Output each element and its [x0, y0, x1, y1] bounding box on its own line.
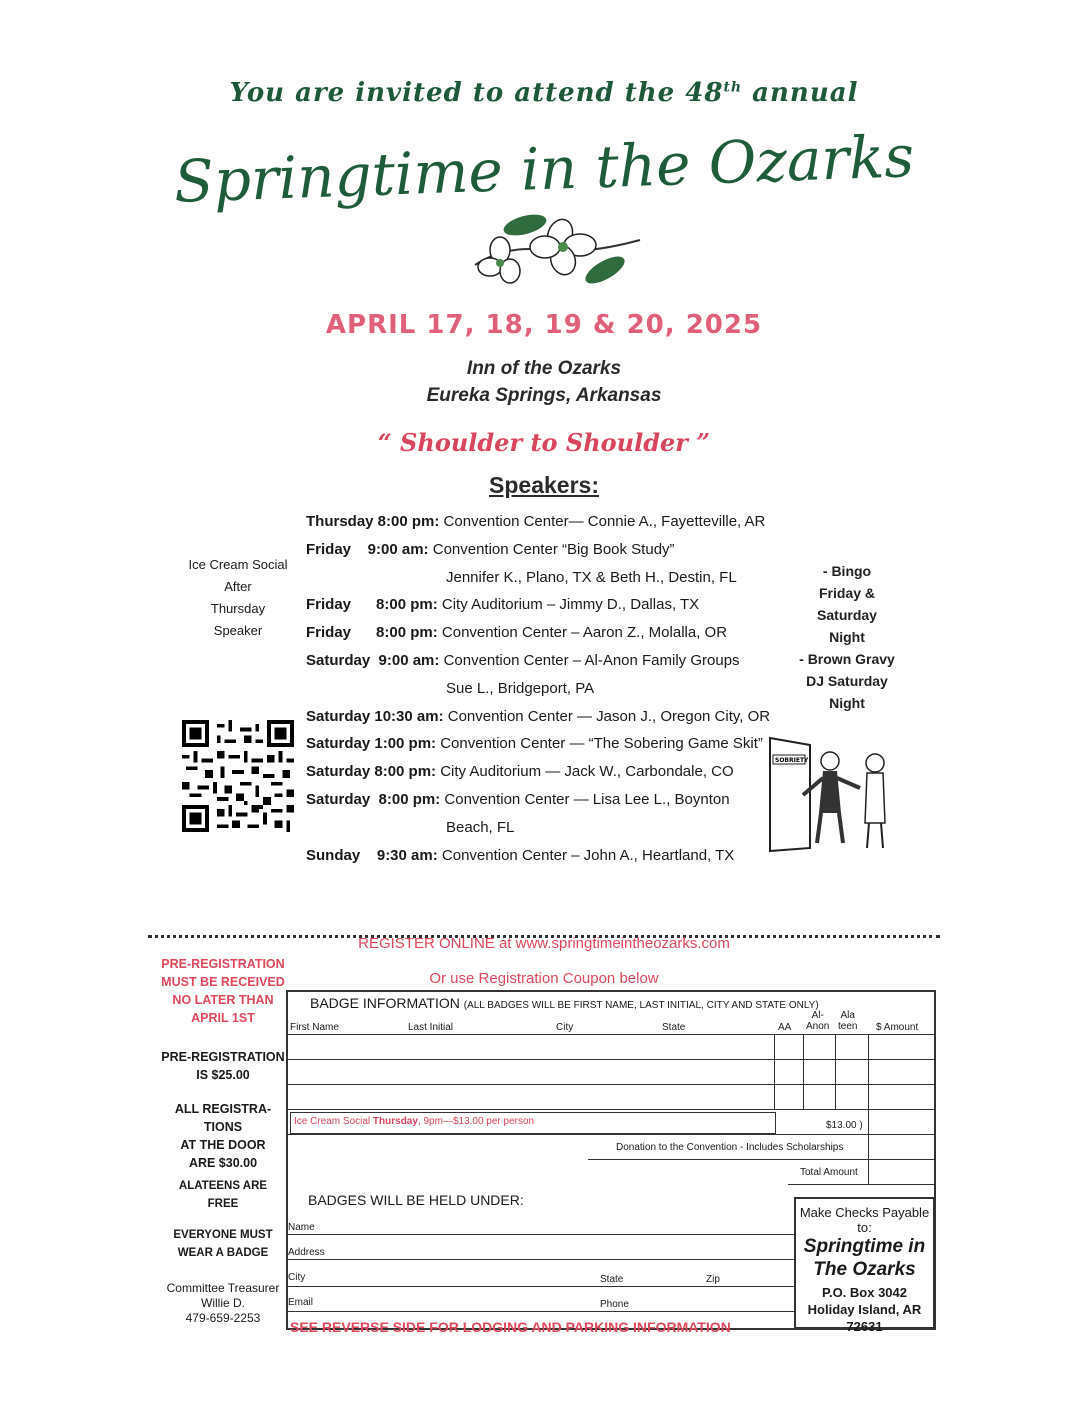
city-input[interactable]: [308, 1270, 588, 1285]
schedule-time: Saturday 1:00 pm:: [306, 735, 437, 753]
price-line: ARE $30.00: [188, 1156, 258, 1170]
note-line: Ice Cream Social: [188, 557, 288, 572]
zip-input[interactable]: [724, 1270, 788, 1285]
schedule-row: [306, 703, 776, 731]
price-line: TIONS: [203, 1120, 243, 1134]
event-title: Springtime in the Ozarks: [172, 122, 916, 216]
schedule-text: City Auditorium — Jack W., Carbondale, CO: [440, 763, 734, 781]
register-online-text[interactable]: REGISTER ONLINE at www.springtimeintheozarks.com: [358, 935, 730, 952]
invite-sup: th: [723, 79, 743, 96]
treasurer-line: 479-659-2253: [185, 1311, 261, 1325]
badge-info-heading: [310, 995, 819, 1011]
col-alateen: Ala teen: [838, 1010, 858, 1032]
deadline-line: MUST BE RECEIVED: [161, 975, 285, 989]
schedule-time: Saturday 10:30 am:: [306, 707, 444, 725]
schedule-row: [306, 786, 776, 814]
mail-zip: 72631: [846, 1319, 883, 1334]
prereg-deadline: [148, 955, 298, 1027]
ice-cream-fee-text: [294, 1116, 534, 1127]
venue-location: Eureka Springs, Arkansas: [426, 385, 662, 406]
total-amount-label: Total Amount: [800, 1167, 858, 1178]
schedule-time: Friday 9:00 am:: [306, 540, 429, 558]
schedule-row: [306, 647, 776, 675]
schedule-text: Convention Center – Al-Anon Family Groups: [443, 651, 740, 669]
badge-required: [148, 1226, 298, 1262]
dogwood-flower-icon: [465, 205, 645, 285]
ice-cream-pre: Ice Cream Social: [294, 1116, 373, 1127]
price-line: ALL REGISTRA-: [174, 1102, 272, 1116]
schedule-text: Beach, FL: [446, 818, 515, 836]
badge-note-line: WEAR A BADGE: [177, 1247, 269, 1259]
deadline-line: NO LATER THAN: [172, 993, 274, 1007]
schedule-time: Sunday 9:30 am:: [306, 846, 438, 864]
checks-payable-label: Make Checks Payable to:: [799, 1205, 930, 1235]
note-line: - Bingo: [822, 563, 872, 579]
note-line: Friday &: [818, 585, 875, 601]
price-line: PRE-REGISTRATION: [161, 1050, 285, 1064]
bingo-dj-note: [782, 560, 912, 714]
schedule-time: Friday 8:00 pm:: [306, 624, 438, 642]
badge-note-line: EVERYONE MUST: [173, 1229, 273, 1241]
schedule-text: City Auditorium – Jimmy D., Dallas, TX: [441, 596, 700, 614]
schedule-text: Convention Center – John A., Heartland, TX: [441, 846, 735, 864]
ice-cream-amount: $13.00 ): [826, 1120, 863, 1131]
sobriety-door-cartoon-icon: [765, 733, 895, 853]
schedule-row: [306, 814, 776, 842]
state-label: State: [600, 1274, 624, 1285]
col-aa: AA: [778, 1022, 792, 1033]
schedule-row: [306, 536, 776, 564]
ice-cream-post: , 9pm—$13.00 per person: [417, 1116, 535, 1127]
col-amount: $ Amount: [876, 1022, 919, 1033]
payee-line-1: Springtime in: [803, 1236, 926, 1257]
schedule-text: Convention Center — Lisa Lee L., Boynton: [444, 790, 730, 808]
name-label: Name: [288, 1222, 315, 1233]
schedule-time: Saturday 8:00 pm:: [306, 763, 437, 781]
col-alanon: Al- Anon: [806, 1010, 830, 1032]
schedule-time: Saturday 8:00 pm:: [306, 790, 441, 808]
col-last-initial: Last Initial: [408, 1022, 454, 1033]
mail-city: Holiday Island, AR: [807, 1302, 922, 1317]
email-label: Email: [288, 1297, 314, 1308]
alateens-line: FREE: [207, 1198, 239, 1210]
ice-cream-social-note: [178, 554, 298, 642]
donation-label: Donation to the Convention - Includes Scholarships: [616, 1142, 844, 1153]
event-dates: APRIL 17, 18, 19 & 20, 2025: [325, 310, 763, 340]
sobriety-sign-text: SOBRIETY: [775, 757, 809, 764]
schedule-text: Convention Center — Jason J., Oregon City, OR: [447, 707, 771, 725]
see-reverse-note: SEE REVERSE SIDE FOR LODGING AND PARKING INFORMATION: [290, 1319, 731, 1335]
coupon-text: Or use Registration Coupon below: [429, 970, 659, 987]
held-under-heading: BADGES WILL BE HELD UNDER:: [308, 1192, 524, 1208]
schedule-text: Convention Center — “The Sobering Game Skit”: [440, 735, 763, 753]
phone-input[interactable]: [634, 1295, 788, 1310]
deadline-line: PRE-REGISTRATION: [161, 957, 285, 971]
badge-info-note: (ALL BADGES WILL BE FIRST NAME, LAST INITIAL, CITY AND STATE ONLY): [463, 1000, 819, 1011]
alateens-line: ALATEENS ARE: [178, 1180, 268, 1192]
note-line: DJ Saturday: [806, 673, 888, 689]
total-amount-input[interactable]: [870, 1160, 932, 1183]
note-line: Night: [829, 695, 865, 711]
note-line: After: [224, 579, 252, 594]
address-input[interactable]: [328, 1243, 788, 1258]
city-label: City: [288, 1272, 306, 1283]
note-line: Saturday: [817, 607, 877, 623]
address-label: Address: [288, 1247, 325, 1258]
payee-line-2: The Ozarks: [813, 1259, 916, 1280]
schedule-time: Friday 8:00 pm:: [306, 596, 438, 614]
schedule-row: [306, 730, 776, 758]
schedule-text: Sue L., Bridgeport, PA: [446, 679, 595, 697]
invite-text-post: annual: [742, 78, 859, 108]
treasurer-line: Committee Treasurer: [166, 1281, 280, 1295]
note-line: Night: [829, 629, 865, 645]
note-line: Speaker: [213, 623, 263, 638]
event-theme: “ Shoulder to Shoulder ”: [377, 428, 711, 457]
ice-cream-day: Thursday: [372, 1116, 418, 1127]
badge-info-title: BADGE INFORMATION: [310, 995, 460, 1011]
checks-payable-box: [794, 1197, 935, 1334]
venue-name: Inn of the Ozarks: [466, 358, 622, 379]
schedule-text: Convention Center – Aaron Z., Molalla, OR: [441, 624, 728, 642]
state-input[interactable]: [630, 1270, 700, 1285]
price-line: IS $25.00: [196, 1068, 250, 1082]
speaker-schedule: [306, 508, 776, 869]
schedule-row: [306, 591, 776, 619]
col-first-name: First Name: [290, 1022, 339, 1033]
phone-label: Phone: [600, 1299, 629, 1310]
zip-label: Zip: [706, 1274, 720, 1285]
committee-treasurer: [148, 1281, 298, 1326]
schedule-text: Convention Center “Big Book Study”: [432, 540, 675, 558]
event-venue: [0, 355, 1088, 409]
schedule-row: [306, 842, 776, 870]
schedule-time: Thursday 8:00 pm:: [306, 513, 440, 530]
invitation-line: [0, 78, 1088, 108]
schedule-row: [306, 758, 776, 786]
note-line: - Brown Gravy: [799, 651, 895, 667]
col-city: City: [556, 1022, 574, 1033]
door-price: [148, 1100, 298, 1172]
qr-code-icon[interactable]: [182, 720, 294, 832]
speakers-heading: Speakers:: [489, 472, 599, 498]
schedule-time: Saturday 9:00 am:: [306, 651, 440, 669]
schedule-text: Convention Center— Connie A., Fayetteville, AR: [443, 513, 766, 530]
alateens-free: [148, 1177, 298, 1213]
email-input[interactable]: [316, 1295, 586, 1310]
treasurer-line: Willie D.: [201, 1296, 245, 1310]
name-input[interactable]: [318, 1218, 788, 1233]
schedule-row: [306, 675, 776, 703]
donation-input[interactable]: [870, 1135, 932, 1158]
prereg-price: [148, 1048, 298, 1084]
note-line: Thursday: [210, 601, 266, 616]
deadline-line: APRIL 1ST: [191, 1011, 255, 1025]
invite-text: You are invited to attend the 48: [229, 78, 724, 108]
schedule-row: [306, 619, 776, 647]
col-state: State: [662, 1022, 686, 1033]
schedule-row: [306, 564, 776, 592]
schedule-row: [306, 508, 776, 536]
po-box: P.O. Box 3042: [821, 1285, 908, 1300]
schedule-text: Jennifer K., Plano, TX & Beth H., Destin, FL: [446, 568, 737, 586]
price-line: AT THE DOOR: [180, 1138, 266, 1152]
